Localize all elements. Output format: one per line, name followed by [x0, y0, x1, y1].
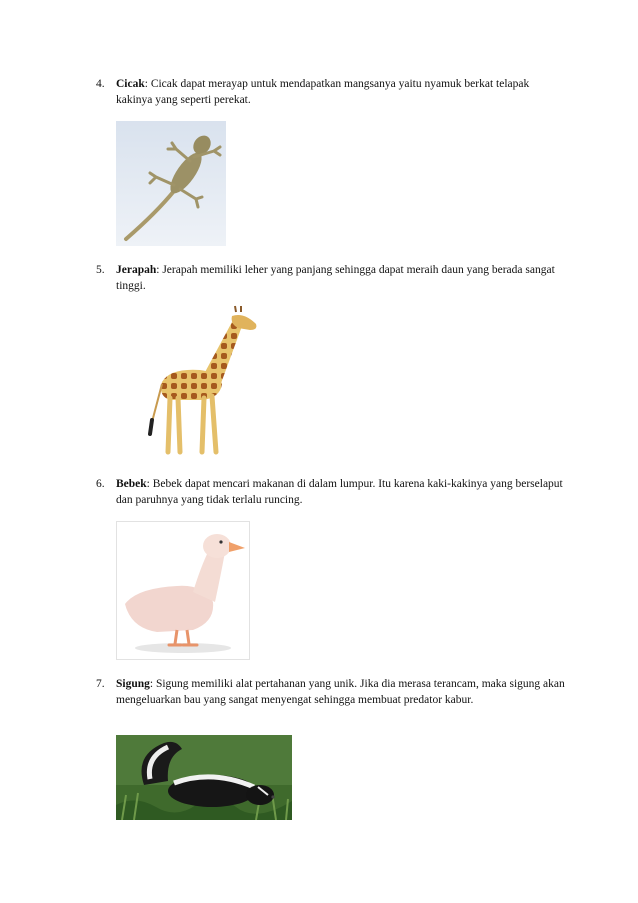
item-term: Bebek: [116, 478, 147, 490]
item-term: Jerapah: [116, 264, 157, 276]
giraffe-icon: [140, 302, 265, 462]
giraffe-image: [140, 302, 265, 462]
item-description: : Sigung memiliki alat pertahanan yang unik. Jika dia merasa terancam, maka sigung akan mengeluarkan bau yang sangat menyengat sehingga membuat predator kabur.: [116, 678, 565, 706]
item-number: 5.: [96, 264, 105, 276]
item-number: 7.: [96, 678, 105, 690]
item-description: : Jerapah memiliki leher yang panjang sehingga dapat meraih daun yang berada sangat tinggi.: [116, 264, 555, 292]
item-text: [116, 262, 566, 294]
item-description: : Bebek dapat mencari makanan di dalam lumpur. Itu karena kaki-kakinya yang berselaput dan paruhnya yang tidak terlalu runcing.: [116, 478, 563, 506]
list-item: [96, 676, 566, 708]
item-text: [116, 676, 566, 708]
skunk-icon: [116, 735, 292, 820]
item-text: [116, 476, 566, 508]
skunk-image: [116, 735, 292, 820]
duck-image: [116, 521, 250, 660]
item-term: Cicak: [116, 78, 145, 90]
item-number: 4.: [96, 78, 105, 90]
list-item: [96, 476, 566, 508]
gecko-image: [116, 121, 226, 246]
item-number: 6.: [96, 478, 105, 490]
item-description: : Cicak dapat merayap untuk mendapatkan mangsanya yaitu nyamuk berkat telapak kakinya yang seperti perekat.: [116, 78, 530, 106]
gecko-icon: [116, 121, 226, 246]
list-item: [96, 76, 566, 108]
list-item: [96, 262, 566, 294]
item-text: [116, 76, 566, 108]
duck-icon: [117, 522, 249, 659]
item-term: Sigung: [116, 678, 150, 690]
